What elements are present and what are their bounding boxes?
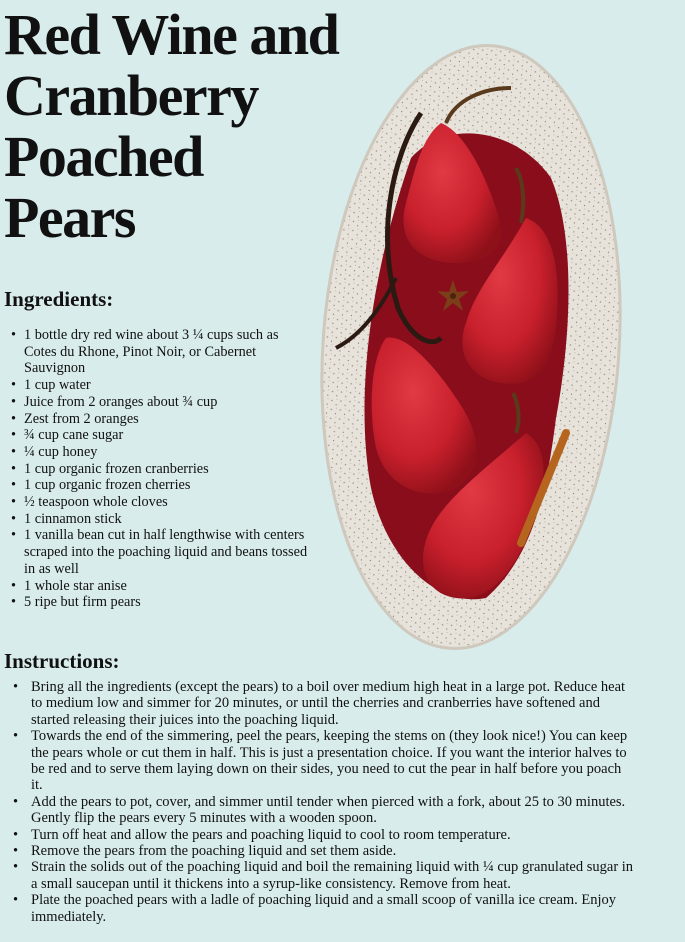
- ingredient-item: • 5 ripe but firm pears: [4, 594, 314, 611]
- ingredients-list: [4, 327, 314, 611]
- instruction-step: • Turn off heat and allow the pears and poaching liquid to cool to room temperature.: [4, 827, 634, 843]
- ingredient-item: • 1 bottle dry red wine about 3 ¼ cups such as Cotes du Rhone, Pinot Noir, or Cabernet Sauvignon: [4, 327, 314, 377]
- ingredient-item: • ¼ cup honey: [4, 444, 314, 461]
- title-line: Pears: [4, 185, 135, 250]
- ingredient-item: • 1 cup organic frozen cranberries: [4, 461, 314, 478]
- title-line: Cranberry: [4, 63, 258, 128]
- ingredient-item: • 1 cup water: [4, 377, 314, 394]
- ingredient-item: • ½ teaspoon whole cloves: [4, 494, 314, 511]
- poached-pears-photo: [316, 38, 626, 656]
- instruction-step: • Towards the end of the simmering, peel the pears, keeping the stems on (they look nice!) You can keep the pears whole or cut them in half. This is just a presentation choice. If you want the interior halves to be red and to serve them laying down on their sides, you need to cut the pear in half before you poach it.: [4, 728, 634, 794]
- ingredient-item: • Zest from 2 oranges: [4, 411, 314, 428]
- ingredient-item: • 1 cup organic frozen cherries: [4, 477, 314, 494]
- ingredient-item: • ¾ cup cane sugar: [4, 427, 314, 444]
- instruction-step: • Strain the solids out of the poaching liquid and boil the remaining liquid with ¼ cup granulated sugar in a small saucepan until it thickens into a syrup-like consistency. Remove from heat.: [4, 859, 634, 892]
- instruction-step: • Bring all the ingredients (except the pears) to a boil over medium high heat in a large pot. Reduce heat to medium low and simmer for 20 minutes, or until the cherries and cranberries have softened and started releasing their juices into the poaching liquid.: [4, 679, 634, 728]
- ingredient-item: • 1 vanilla bean cut in half lengthwise with centers scraped into the poaching liquid and beans tossed in as well: [4, 527, 314, 577]
- title-line: Red Wine and: [4, 2, 339, 67]
- plate-illustration: [316, 38, 626, 656]
- title-line: Poached: [4, 124, 203, 189]
- instruction-step: • Remove the pears from the poaching liquid and set them aside.: [4, 843, 634, 859]
- ingredient-item: • Juice from 2 oranges about ¾ cup: [4, 394, 314, 411]
- ingredient-item: • 1 whole star anise: [4, 578, 314, 595]
- instruction-step: • Add the pears to pot, cover, and simmer until tender when pierced with a fork, about 25 to 30 minutes. Gently flip the pears every 5 minutes with a wooden spoon.: [4, 794, 634, 827]
- ingredients-heading: Ingredients:: [4, 287, 114, 311]
- instructions-list: [4, 679, 634, 925]
- instructions-heading: Instructions:: [4, 649, 120, 673]
- instruction-step: • Plate the poached pears with a ladle of poaching liquid and a small scoop of vanilla ice cream. Enjoy immediately.: [4, 892, 634, 925]
- ingredient-item: • 1 cinnamon stick: [4, 511, 314, 528]
